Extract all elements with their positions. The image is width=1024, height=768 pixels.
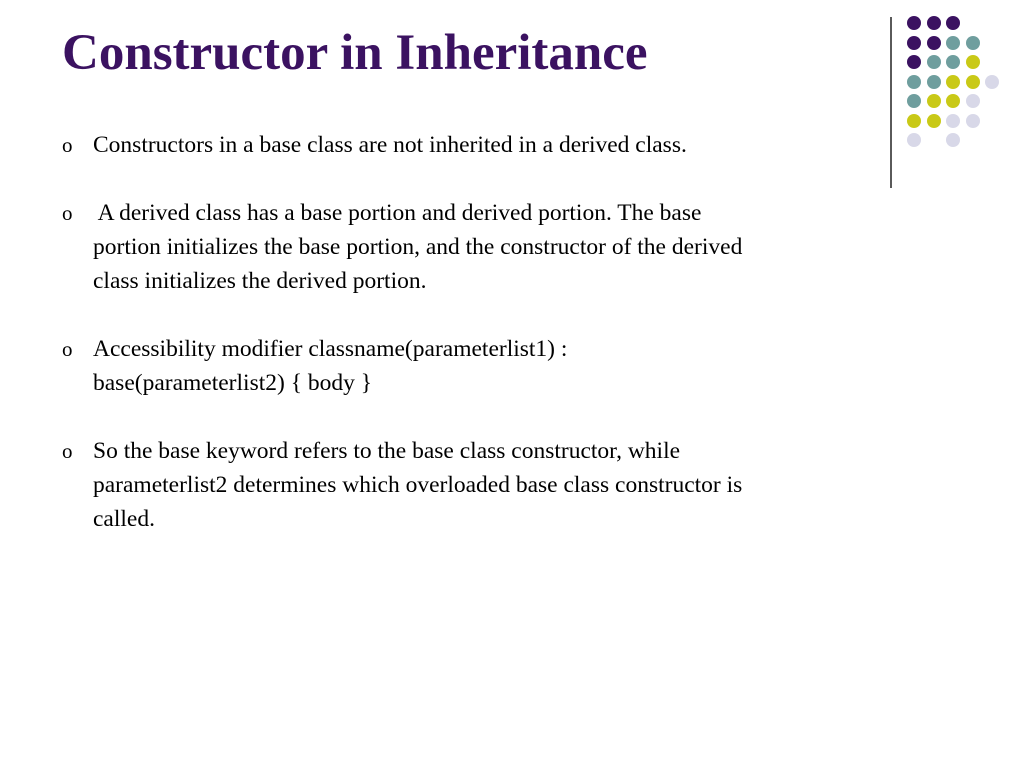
decorative-dot-icon — [927, 16, 941, 30]
decorative-dot-icon — [927, 75, 941, 89]
decorative-dot-icon — [966, 75, 980, 89]
decorative-dot-icon — [946, 36, 960, 50]
decorative-dot-icon — [927, 114, 941, 128]
decorative-dot-icon — [946, 114, 960, 128]
bullet-marker-icon: o — [62, 201, 73, 225]
decorative-dot-icon — [907, 94, 921, 108]
decorative-dot-icon — [907, 75, 921, 89]
bullet-marker-icon: o — [62, 133, 73, 157]
bullet-item-1 — [62, 128, 892, 162]
bullet-line: parameterlist2 determines which overloaded base class constructor is — [93, 472, 743, 498]
decorative-dot-icon — [907, 133, 921, 147]
decorative-dot-icon — [907, 55, 921, 69]
slide-title: Constructor in Inheritance — [62, 25, 648, 81]
decorative-dot-icon — [907, 114, 921, 128]
decorative-dot-icon — [907, 36, 921, 50]
bullet-line: A derived class has a base portion and derived portion. The base — [93, 200, 702, 226]
decorative-dot-icon — [966, 36, 980, 50]
bullet-line: Accessibility modifier classname(parameterlist1) : — [93, 336, 568, 362]
decorative-dot-icon — [966, 114, 980, 128]
decorative-dot-icon — [966, 94, 980, 108]
decorative-dot-grid — [900, 10, 1010, 170]
bullet-line: portion initializes the base portion, and the constructor of the derived — [93, 234, 743, 260]
bullet-line: class initializes the derived portion. — [93, 268, 427, 294]
decorative-dot-icon — [946, 75, 960, 89]
decorative-dot-icon — [907, 16, 921, 30]
bullet-marker-icon: o — [62, 337, 73, 361]
bullet-item-4 — [62, 434, 892, 536]
decorative-dot-icon — [946, 133, 960, 147]
decorative-dot-icon — [927, 55, 941, 69]
bullet-list — [62, 128, 892, 570]
bullet-item-3 — [62, 332, 892, 400]
decorative-dot-icon — [946, 16, 960, 30]
decorative-dot-icon — [966, 55, 980, 69]
bullet-line: called. — [93, 506, 155, 532]
bullet-line: So the base keyword refers to the base class constructor, while — [93, 438, 681, 464]
bullet-line: base(parameterlist2) { body } — [93, 370, 373, 396]
decorative-dot-icon — [946, 55, 960, 69]
decorative-dot-icon — [946, 94, 960, 108]
decorative-dot-icon — [985, 75, 999, 89]
bullet-marker-icon: o — [62, 439, 73, 463]
decorative-dot-icon — [927, 36, 941, 50]
bullet-item-2 — [62, 196, 892, 298]
bullet-line: Constructors in a base class are not inherited in a derived class. — [93, 132, 687, 158]
decorative-dot-icon — [927, 94, 941, 108]
